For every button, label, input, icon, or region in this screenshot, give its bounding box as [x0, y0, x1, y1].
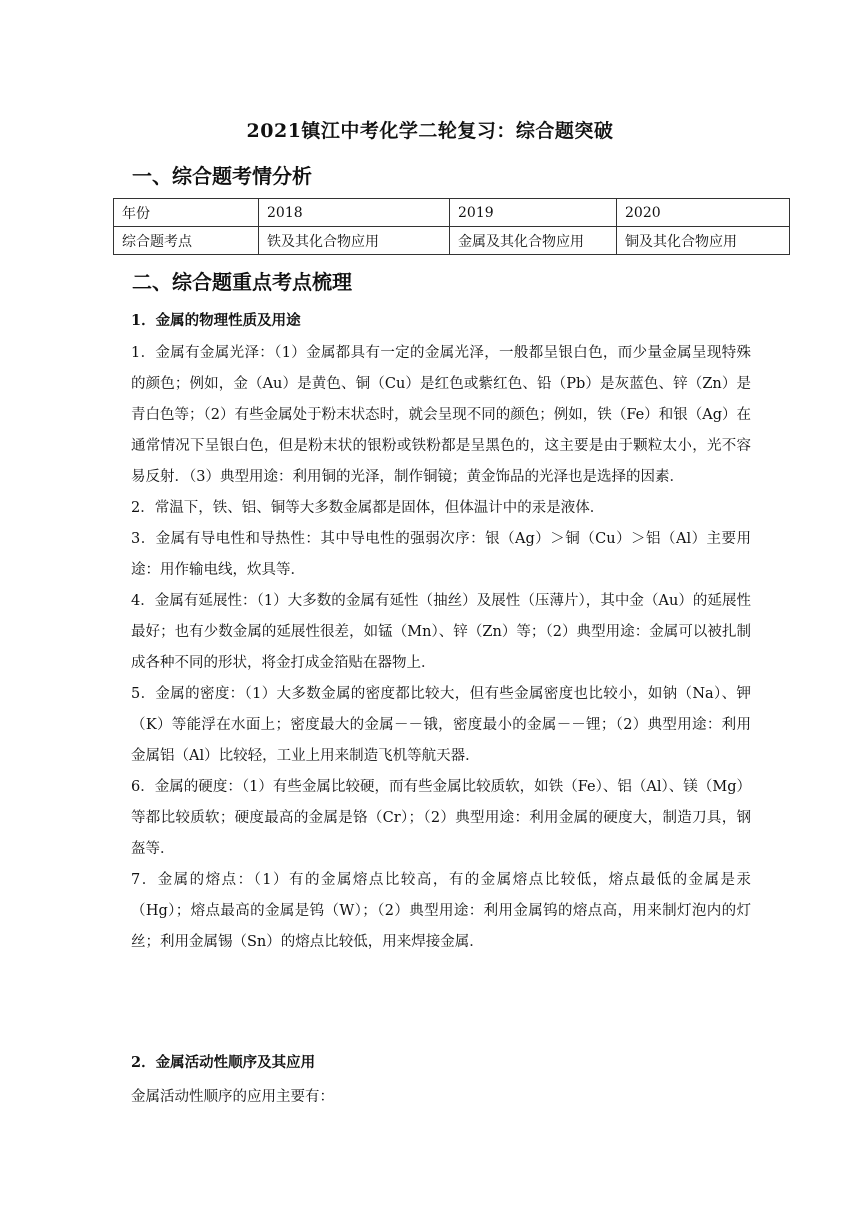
paragraph: 5．金属的密度：（1）大多数金属的密度都比较大，但有些金属密度也比较小，如钠（Na）、钾（K）等能浮在水面上；密度最大的金属－－锇，密度最小的金属－－锂；（2）典型用途：利用金属铝（Al）比较轻，工业上用来制造飞机等航天器．	[131, 686, 751, 764]
table-cell: 年份	[114, 199, 259, 227]
table-cell: 2020	[617, 199, 790, 227]
paragraph: 3．金属有导电性和导热性：其中导电性的强弱次序：银（Ag）＞铜（Cu）＞铝（Al）主要用途：用作输电线，炊具等．	[131, 531, 751, 578]
subsection-heading-activity-series: 2．金属活动性顺序及其应用	[131, 1054, 316, 1071]
table-cell: 铁及其化合物应用	[259, 227, 450, 255]
paragraph: 4．金属有延展性：（1）大多数的金属有延性（抽丝）及展性（压薄片），其中金（Au）的延展性最好；也有少数金属的延展性很差，如锰（Mn）、锌（Zn）等；（2）典型用途：金属可以被扎制成各种不同的形状，将金打成金箔贴在器物上．	[131, 593, 751, 671]
properties-body	[131, 338, 751, 958]
table-cell: 金属及其化合物应用	[450, 227, 617, 255]
table-cell: 综合题考点	[114, 227, 259, 255]
table-row	[114, 227, 790, 255]
activity-series-lead: 金属活动性顺序的应用主要有：	[131, 1089, 334, 1105]
paragraph: 6．金属的硬度：（1）有些金属比较硬，而有些金属比较质软，如铁（Fe）、铝（Al）、镁（Mg）等都比较质软；硬度最高的金属是铬（Cr）；（2）典型用途：利用金属的硬度大，制造刀具，钢盔等．	[131, 779, 751, 857]
table-row-header	[114, 199, 790, 227]
paragraph: 2．常温下，铁、铝、铜等大多数金属都是固体，但体温计中的汞是液体．	[131, 500, 605, 516]
exam-analysis-table	[113, 198, 790, 255]
document-title: 2021镇江中考化学二轮复习：综合题突破	[246, 120, 614, 142]
section-heading-analysis: 一、综合题考情分析	[132, 164, 312, 188]
section-heading-key-points: 二、综合题重点考点梳理	[132, 270, 352, 294]
paragraph: 1．金属有金属光泽：（1）金属都具有一定的金属光泽，一般都呈银白色，而少量金属呈现特殊的颜色；例如，金（Au）是黄色、铜（Cu）是红色或紫红色、铅（Pb）是灰蓝色、锌（Zn）是青白色等；（2）有些金属处于粉末状态时，就会呈现不同的颜色；例如，铁（Fe）和银（Ag）在通常情况下呈银白色，但是粉末状的银粉或铁粉都是呈黑色的，这主要是由于颗粒太小，光不容易反射．（3）典型用途：利用铜的光泽，制作铜镜；黄金饰品的光泽也是选择的因素．	[131, 345, 751, 485]
table-cell: 2019	[450, 199, 617, 227]
table-cell: 2018	[259, 199, 450, 227]
paragraph: 7．金属的熔点：（1）有的金属熔点比较高，有的金属熔点比较低，熔点最低的金属是汞（Hg）；熔点最高的金属是钨（W）；（2）典型用途：利用金属钨的熔点高，用来制灯泡内的灯丝；利用金属锡（Sn）的熔点比较低，用来焊接金属．	[131, 872, 751, 950]
subsection-heading-physical-properties: 1．金属的物理性质及用途	[131, 312, 301, 329]
table-cell: 铜及其化合物应用	[617, 227, 790, 255]
